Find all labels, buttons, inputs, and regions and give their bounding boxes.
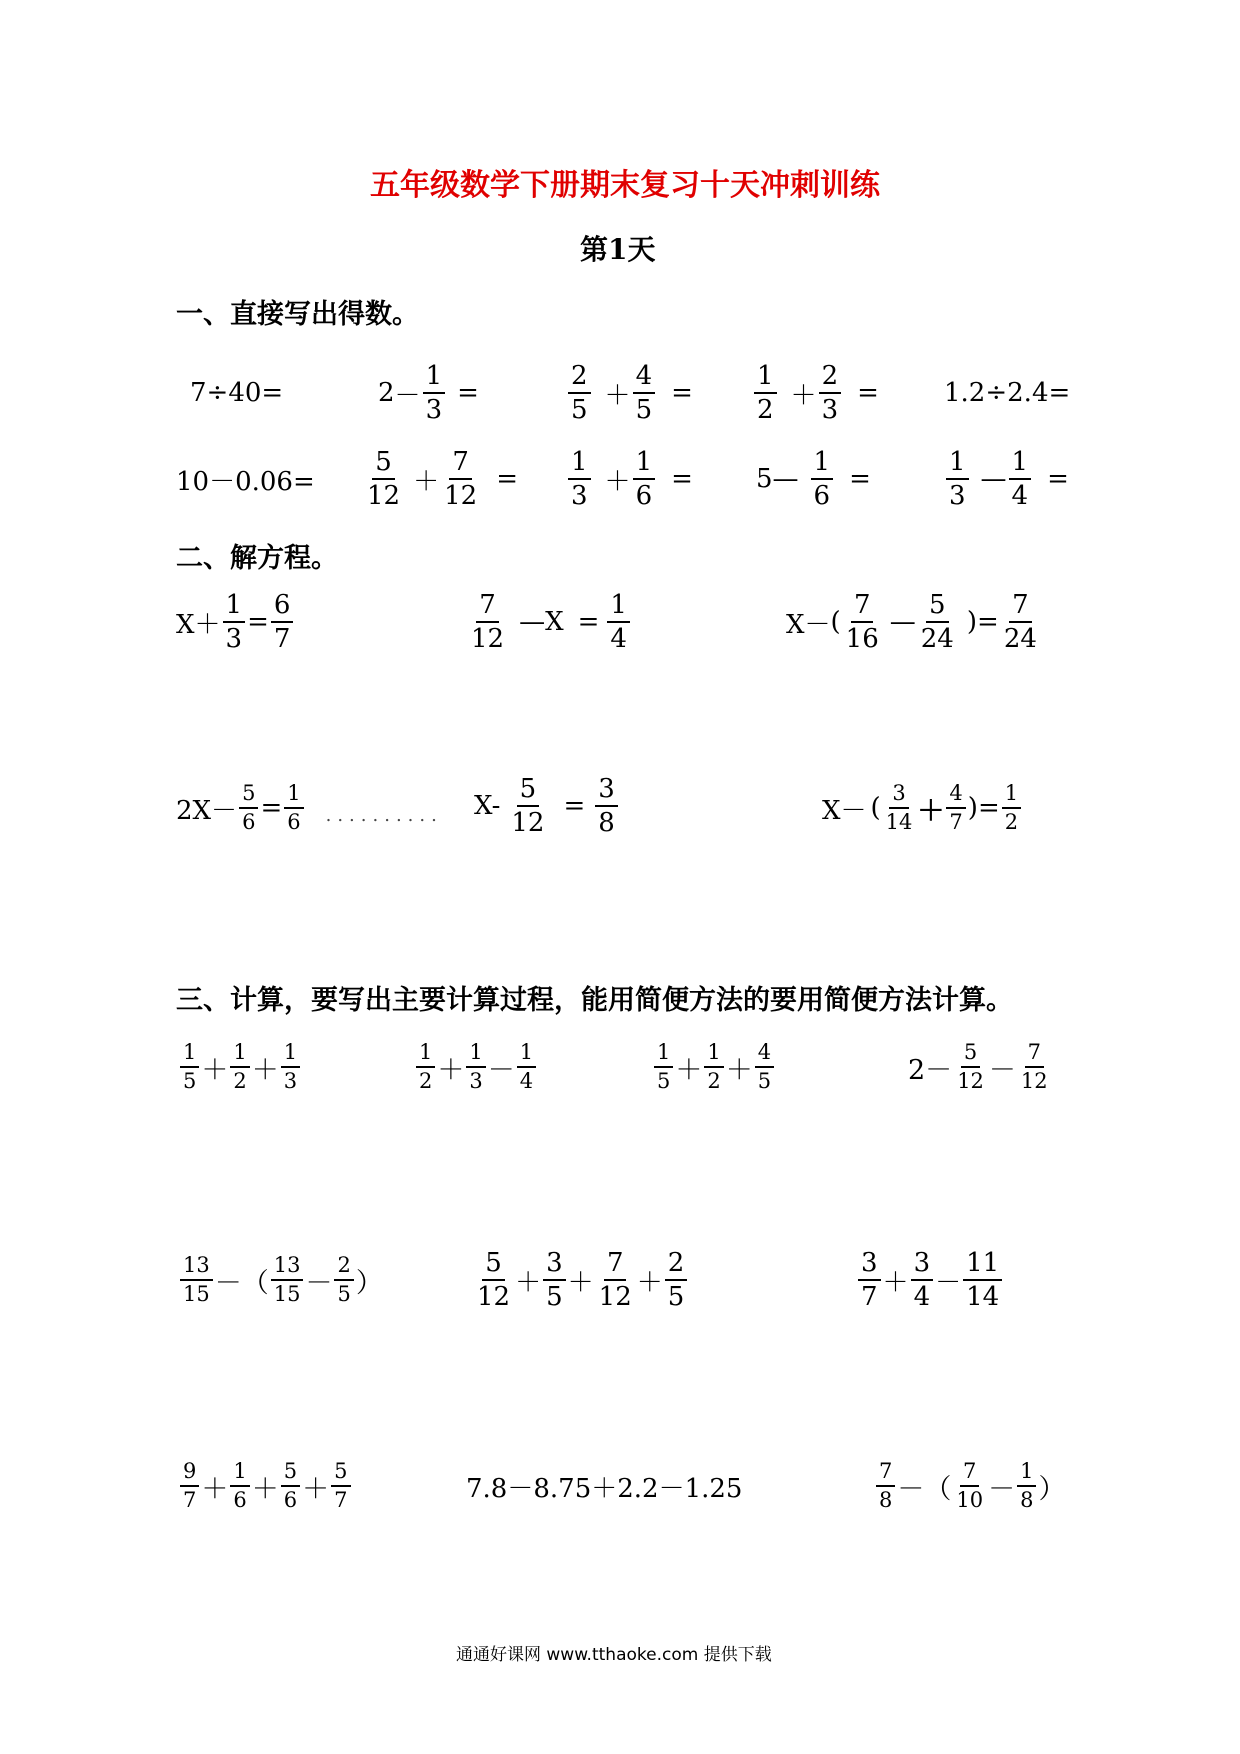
expr-text: X－ <box>786 609 831 640</box>
numerator: 2 <box>568 363 591 394</box>
s1-item-8 <box>566 444 693 514</box>
denominator: 12 <box>471 624 505 654</box>
denominator: 12 <box>957 1069 984 1093</box>
fraction <box>946 449 969 509</box>
numerator: 1 <box>568 449 591 480</box>
denominator: 7 <box>861 1282 878 1312</box>
s1-item-9 <box>756 444 871 514</box>
plus-sign: ＋ <box>201 1054 229 1086</box>
denominator: 6 <box>283 1488 298 1512</box>
expr-text: 7.8－8.75＋2.2－1.25 <box>466 1473 743 1504</box>
plus-sign: ＋ <box>604 380 631 411</box>
s3-item-5 <box>178 1242 383 1318</box>
denominator: 10 <box>956 1488 984 1512</box>
fraction <box>953 1461 986 1511</box>
denominator: 7 <box>183 1488 197 1512</box>
fraction <box>883 783 916 833</box>
denominator: 3 <box>949 481 966 511</box>
s2-item-4 <box>176 770 443 846</box>
s1-item-3 <box>566 358 693 428</box>
left-paren: （ <box>924 1473 952 1505</box>
fraction <box>633 363 656 423</box>
right-paren: ） <box>1038 1473 1066 1505</box>
numerator: 3 <box>911 1250 934 1281</box>
numerator: 5 <box>926 592 949 623</box>
denominator: 14 <box>885 810 913 834</box>
denominator: 15 <box>183 1282 210 1306</box>
minus-sign: — <box>980 464 1007 494</box>
equals-sign: = <box>849 464 871 494</box>
equals-sign: = <box>1047 464 1069 494</box>
left-paren: ( <box>830 607 841 637</box>
s1-item-2 <box>378 358 479 428</box>
fraction <box>543 1250 566 1310</box>
denominator: 3 <box>821 395 839 425</box>
fraction <box>508 776 547 836</box>
minus-sign: － <box>897 1473 925 1505</box>
denominator: 6 <box>242 810 256 834</box>
fraction <box>819 363 842 423</box>
fraction <box>654 1042 673 1092</box>
plus-sign: ＋ <box>251 1054 279 1086</box>
fraction <box>963 1250 1002 1310</box>
equals-sign: = <box>247 607 269 637</box>
s3-item-9 <box>466 1464 742 1508</box>
s1-item-7 <box>362 444 518 514</box>
numerator: 4 <box>946 783 965 809</box>
plus-sign: ＋ <box>437 1054 465 1086</box>
denominator: 4 <box>519 1069 534 1093</box>
fraction <box>876 1461 895 1511</box>
denominator: 8 <box>879 1488 893 1512</box>
numerator: 1 <box>1009 449 1032 480</box>
section-1-heading: 一、直接写出得数。 <box>176 299 419 330</box>
equals-sign: = <box>260 793 283 823</box>
numerator: 1 <box>754 363 777 394</box>
page-subtitle: 第1天 <box>580 233 656 266</box>
numerator: 2 <box>819 363 842 394</box>
section-2-heading: 二、解方程。 <box>176 543 338 574</box>
numerator: 3 <box>543 1250 566 1281</box>
fraction <box>946 783 965 833</box>
fraction <box>230 1461 249 1511</box>
page-title: 五年级数学下册期末复习十天冲刺训练 <box>370 168 880 203</box>
s2-item-1 <box>176 584 295 660</box>
expr-text: 2－ <box>908 1054 953 1086</box>
s3-item-2 <box>414 1030 538 1104</box>
denominator: 5 <box>571 395 588 425</box>
numerator: 11 <box>963 1250 1002 1281</box>
fraction <box>596 1250 635 1310</box>
numerator: 7 <box>851 592 874 623</box>
fraction <box>466 1042 485 1092</box>
denominator: 5 <box>546 1282 563 1312</box>
fraction <box>271 592 294 652</box>
plus-sign: ＋ <box>567 1267 594 1298</box>
fraction <box>1002 783 1021 833</box>
numerator: 7 <box>449 449 472 480</box>
s1-item-6 <box>176 444 315 514</box>
footer-credit: 通通好课网 www.tthaoke.com 提供下载 <box>456 1645 772 1665</box>
fraction <box>223 592 246 652</box>
fraction <box>811 449 834 509</box>
denominator: 6 <box>287 810 301 834</box>
denominator: 2 <box>233 1069 247 1093</box>
numerator: 1 <box>1017 1461 1036 1487</box>
right-paren: ） <box>355 1267 383 1299</box>
minus-sign: － <box>935 1267 962 1298</box>
numerator: 1 <box>423 363 446 394</box>
fraction <box>281 1461 300 1511</box>
denominator: 4 <box>913 1282 931 1312</box>
denominator: 3 <box>571 481 588 511</box>
equals-sign: = <box>977 607 999 637</box>
numerator: 1 <box>704 1042 723 1068</box>
fraction <box>271 1255 304 1305</box>
expr-text: 2 <box>378 378 395 408</box>
numerator: 1 <box>223 592 246 623</box>
s1-item-1 <box>190 358 283 428</box>
fraction <box>754 363 777 423</box>
fraction <box>334 1255 353 1305</box>
s2-item-5 <box>474 766 620 846</box>
numerator: 1 <box>633 449 656 480</box>
numerator: 7 <box>604 1250 627 1281</box>
minus-sign: － <box>305 1267 333 1299</box>
fraction <box>595 776 618 836</box>
fraction <box>755 1042 774 1092</box>
denominator: 3 <box>469 1069 483 1093</box>
numerator: 7 <box>476 592 499 623</box>
numerator: 1 <box>230 1042 249 1068</box>
fraction <box>230 1042 249 1092</box>
equals-sign: = <box>977 793 1000 823</box>
denominator: 24 <box>1003 624 1037 654</box>
numerator: 5 <box>482 1250 505 1281</box>
expr-text: 2X－ <box>176 795 238 826</box>
denominator: 7 <box>949 810 963 834</box>
fraction <box>517 1042 536 1092</box>
left-paren: （ <box>241 1267 269 1299</box>
fraction <box>423 363 446 423</box>
denominator: 16 <box>845 624 879 654</box>
denominator: 2 <box>1004 810 1019 834</box>
denominator: 12 <box>511 808 545 838</box>
numerator: 4 <box>755 1042 774 1068</box>
denominator: 5 <box>667 1282 685 1312</box>
denominator: 5 <box>337 1282 351 1306</box>
fraction <box>468 592 507 652</box>
denominator: 15 <box>273 1282 301 1306</box>
fraction <box>665 1250 688 1310</box>
numerator: 1 <box>281 1042 300 1068</box>
equals-sign: = <box>496 464 518 494</box>
numerator: 3 <box>858 1250 881 1281</box>
fraction <box>180 1255 213 1305</box>
numerator: 4 <box>633 363 656 394</box>
equals-sign: = <box>857 378 879 408</box>
s3-item-10 <box>874 1448 1065 1524</box>
s2-item-6 <box>822 770 1023 846</box>
denominator: 6 <box>813 481 831 511</box>
numerator: 5 <box>331 1461 350 1487</box>
expr-text: 5— <box>756 464 799 494</box>
fraction <box>568 363 591 423</box>
denominator: 12 <box>444 481 478 511</box>
denominator: 14 <box>966 1282 1000 1312</box>
numerator: 5 <box>517 776 540 807</box>
fraction <box>441 449 480 509</box>
denominator: 8 <box>598 808 615 838</box>
plus-sign: ＋ <box>201 1473 229 1505</box>
plus-sign: ＋ <box>725 1054 753 1086</box>
plus-sign: ＋ <box>251 1473 279 1505</box>
numerator: 1 <box>284 783 303 809</box>
s3-item-7 <box>856 1240 1004 1320</box>
plus-sign: ＋ <box>413 466 440 497</box>
s3-item-4 <box>908 1030 1053 1104</box>
numerator: 1 <box>1002 783 1021 809</box>
fraction <box>364 449 403 509</box>
section-3-heading: 三、计算，要写出主要计算过程，能用简便方法的要用简便方法计算。 <box>176 985 1013 1016</box>
minus-sign: － <box>214 1267 242 1299</box>
numerator: 7 <box>1009 592 1032 623</box>
numerator: 7 <box>1025 1042 1044 1068</box>
numerator: 1 <box>180 1042 199 1068</box>
plus-sign: ＋ <box>917 795 945 827</box>
s2-item-3 <box>786 584 1042 660</box>
expr-text: 10－0.06= <box>176 466 315 497</box>
minus-sign: － <box>487 1054 515 1086</box>
denominator: 5 <box>183 1069 197 1093</box>
numerator: 3 <box>595 776 618 807</box>
fraction <box>1018 1042 1051 1092</box>
left-paren: ( <box>870 793 881 823</box>
s1-item-10 <box>944 444 1069 514</box>
denominator: 24 <box>920 624 954 654</box>
denominator: 3 <box>283 1069 298 1093</box>
right-paren: ) <box>966 607 978 637</box>
numerator: 5 <box>281 1461 300 1487</box>
numerator: 5 <box>372 449 395 480</box>
minus-sign: － <box>394 380 421 411</box>
numerator: 1 <box>811 449 834 480</box>
expr-text: X- <box>474 791 501 821</box>
numerator: 5 <box>961 1042 980 1068</box>
numerator: 9 <box>180 1461 199 1487</box>
numerator: 7 <box>876 1461 895 1487</box>
numerator: 6 <box>271 592 294 623</box>
fraction <box>911 1250 934 1310</box>
s1-item-4 <box>752 358 879 428</box>
plus-sign: ＋ <box>636 1267 663 1298</box>
denominator: 6 <box>635 481 653 511</box>
expr-text: X－ <box>822 795 867 826</box>
denominator: 4 <box>1011 481 1029 511</box>
denominator: 2 <box>707 1069 721 1093</box>
s3-item-8 <box>178 1448 353 1524</box>
denominator: 5 <box>657 1069 671 1093</box>
numerator: 2 <box>334 1255 353 1281</box>
s2-item-2 <box>466 584 632 660</box>
minus-sign: － <box>988 1054 1016 1086</box>
plus-sign: ＋ <box>515 1267 542 1298</box>
s3-item-1 <box>178 1030 302 1104</box>
leader-dots: .......... <box>325 804 443 826</box>
denominator: 12 <box>477 1282 511 1312</box>
fraction <box>704 1042 723 1092</box>
denominator: 5 <box>635 395 653 425</box>
numerator: 1 <box>416 1042 435 1068</box>
minus-sign: — <box>889 607 916 637</box>
fraction <box>180 1042 199 1092</box>
fraction <box>843 592 882 652</box>
fraction <box>331 1461 350 1511</box>
numerator: 13 <box>271 1255 304 1281</box>
numerator: 1 <box>230 1461 249 1487</box>
expr-text: 1.2÷2.4= <box>944 378 1071 408</box>
fraction <box>474 1250 513 1310</box>
denominator: 4 <box>610 624 627 654</box>
denominator: 8 <box>1020 1488 1034 1512</box>
numerator: 7 <box>960 1461 979 1487</box>
numerator: 13 <box>180 1255 213 1281</box>
fraction <box>416 1042 435 1092</box>
fraction <box>239 783 258 833</box>
plus-sign: ＋ <box>790 380 817 411</box>
s1-item-5 <box>944 358 1070 428</box>
equals-sign: = <box>457 378 479 408</box>
numerator: 5 <box>239 783 258 809</box>
expr-text: 7÷40= <box>190 378 284 408</box>
fraction <box>180 1461 199 1511</box>
equals-sign: = <box>671 464 693 494</box>
right-paren: ) <box>967 793 978 823</box>
equals-sign: = <box>577 607 600 637</box>
denominator: 2 <box>757 395 774 425</box>
fraction <box>568 449 591 509</box>
fraction <box>1001 592 1040 652</box>
plus-sign: ＋ <box>302 1473 330 1505</box>
equals-sign: = <box>671 378 693 408</box>
fraction <box>281 1042 300 1092</box>
fraction <box>1017 1461 1036 1511</box>
denominator: 7 <box>273 624 291 654</box>
plus-sign: ＋ <box>882 1267 909 1298</box>
denominator: 12 <box>598 1282 632 1312</box>
expr-text: —X <box>519 607 564 637</box>
s3-item-6 <box>472 1240 689 1320</box>
fraction <box>858 1250 881 1310</box>
numerator: 1 <box>517 1042 536 1068</box>
denominator: 3 <box>425 395 443 425</box>
expr-text: X＋ <box>176 609 221 640</box>
numerator: 3 <box>889 783 908 809</box>
minus-sign: － <box>988 1473 1016 1505</box>
denominator: 12 <box>1020 1069 1048 1093</box>
equals-sign: = <box>563 791 586 821</box>
numerator: 1 <box>466 1042 485 1068</box>
numerator: 1 <box>946 449 969 480</box>
denominator: 6 <box>233 1488 247 1512</box>
fraction <box>633 449 656 509</box>
denominator: 5 <box>757 1069 772 1093</box>
numerator: 1 <box>654 1042 673 1068</box>
denominator: 2 <box>419 1069 433 1093</box>
fraction <box>954 1042 987 1092</box>
denominator: 7 <box>334 1488 348 1512</box>
fraction <box>1009 449 1032 509</box>
plus-sign: ＋ <box>675 1054 703 1086</box>
plus-sign: ＋ <box>604 466 631 497</box>
fraction <box>284 783 303 833</box>
denominator: 3 <box>225 624 243 654</box>
numerator: 1 <box>607 592 630 623</box>
fraction <box>607 592 630 652</box>
denominator: 12 <box>367 481 401 511</box>
numerator: 2 <box>665 1250 688 1281</box>
s3-item-3 <box>652 1030 776 1104</box>
fraction <box>918 592 957 652</box>
